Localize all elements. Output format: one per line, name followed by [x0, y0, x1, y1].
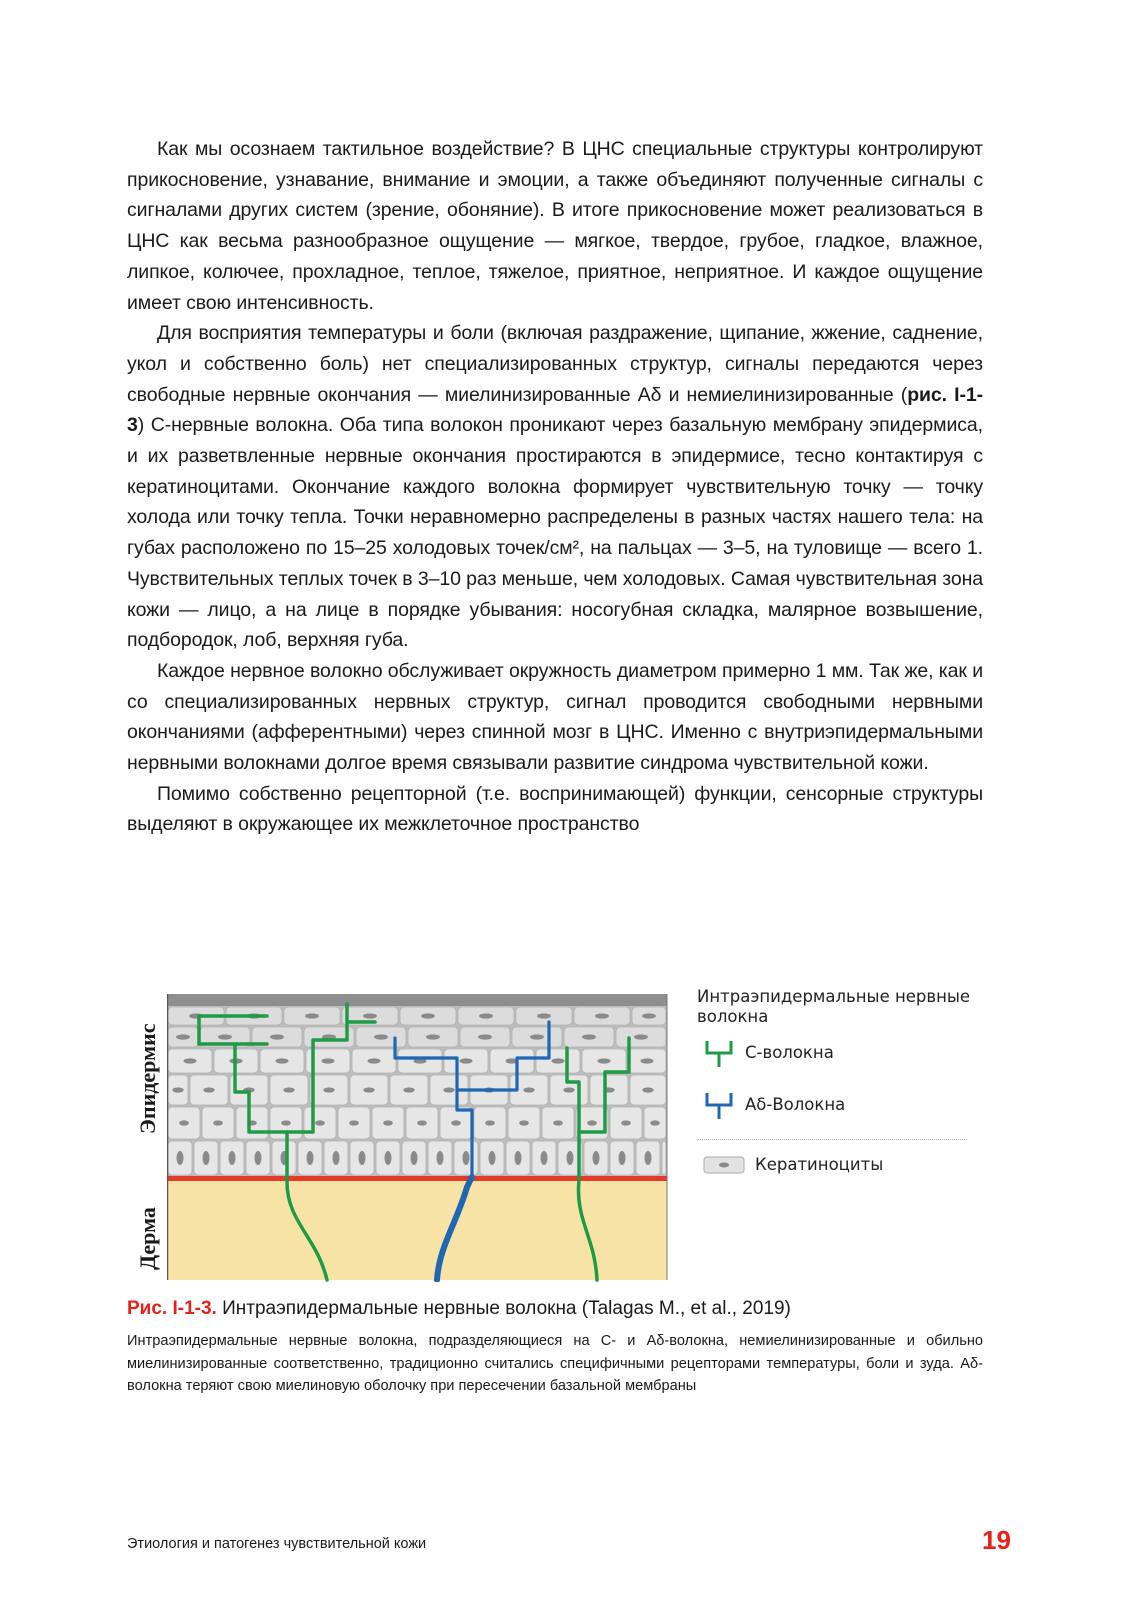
cell-nucleus — [519, 1120, 529, 1125]
cell-nucleus — [229, 1151, 236, 1165]
cell-nucleus — [359, 1151, 366, 1165]
paragraph-1: Как мы осознаем тактильное воздействие? В ЦНС специальные структуры контролируют прикосновение, узнавание, внимание и эмоции, а также объединяют полученные сигналы с сигналами других систем (зрение, обоняние). В итоге прикосновение может реализоваться в ЦНС как весьма разнообразное ощущение — мягкое, твердое, грубое, гладкое, влажное, липкое, колючее, прохладное, теплое, тяжелое, приятное, неприятное. И каждое ощущение имеет свою интенсивность. — [127, 138, 983, 314]
cell-nucleus — [515, 1151, 522, 1165]
figure-id: Рис. I-1-3. — [127, 1298, 217, 1319]
cell-nucleus — [541, 1151, 548, 1165]
cell-nucleus — [283, 1087, 294, 1092]
cell-nucleus — [650, 1120, 660, 1125]
cell-nucleus — [530, 1034, 544, 1039]
cell-nucleus — [403, 1087, 414, 1092]
cell-nucleus — [587, 1120, 597, 1125]
cell-nucleus — [426, 1034, 440, 1039]
paragraph-3: Каждое нервное волокно обслуживает окружность диаметром примерно 1 мм. Так же, как и со специализированных нервных структур, сигнал проводится свободными нервными окончаниями (афферентными) через спинной мозг в ЦНС. Именно с внутриэпидермальными нервными волокнами долгое время связывали развитие синдрома чувствительной кожи. — [127, 659, 983, 775]
paragraph-4: Помимо собственно рецепторной (т.е. воспринимающей) функции, сенсорные структуры выделяют в окружающее их межклеточное пространство — [127, 782, 983, 836]
cell-nucleus — [177, 1151, 184, 1165]
keratinocyte — [662, 1141, 666, 1175]
cell-nucleus — [537, 1013, 551, 1018]
page-number: 19 — [982, 1525, 1011, 1555]
cell-nucleus — [270, 1034, 284, 1039]
cell-nucleus — [203, 1087, 214, 1092]
cell-nucleus — [523, 1087, 534, 1092]
cell-nucleus — [349, 1120, 359, 1125]
paragraph-2 — [127, 318, 983, 656]
dermis-layer — [167, 1180, 667, 1280]
legend-title: Интраэпидермальные нервные волокна — [697, 987, 971, 1026]
legend-c-fibers-label: С-волокна — [745, 1043, 834, 1062]
cell-nucleus — [176, 1034, 190, 1039]
cell-nucleus — [553, 1120, 563, 1125]
cell-nucleus — [634, 1034, 648, 1039]
cell-nucleus — [582, 1034, 596, 1039]
cell-nucleus — [619, 1151, 626, 1165]
cell-nucleus — [463, 1151, 470, 1165]
cell-nucleus — [179, 1120, 189, 1125]
figure-caption-text: Интраэпидермальные нервные волокна (Talagas M., et al., 2019) — [216, 1298, 791, 1319]
cell-nucleus — [305, 1013, 319, 1018]
cell-nucleus — [479, 1013, 493, 1018]
dermis-label: Дерма — [135, 1207, 160, 1270]
cell-nucleus — [478, 1034, 492, 1039]
figure-caption-body: Интраэпидермальные нервные волокна, подразделяющиеся на С- и Aδ-волокна, немиелинизированные и обильно миелинизированные соответственно, традиционно считались специфичными рецепторами температуры, боли и зуда. Aδ-волокна теряют свою миелиновую оболочку при пересечении базальной мембраны — [127, 1333, 983, 1394]
cell-nucleus — [597, 1058, 610, 1063]
cell-nucleus — [213, 1120, 223, 1125]
cell-nucleus — [421, 1013, 435, 1018]
cell-nucleus — [642, 1013, 656, 1018]
cell-nucleus — [485, 1120, 495, 1125]
paragraph-2-part-a: Для восприятия температуры и боли (включая раздражение, щипание, жжение, саднение, укол и собственно боль) нет специализированных структур, сигналы передаются через свободные нервные окончания — миелинизированные Aδ и немиелинизированные ( — [127, 322, 983, 406]
cell-nucleus — [595, 1013, 609, 1018]
legend-ad-fibers — [703, 1087, 845, 1123]
legend-ad-fibers-label: Aδ-Волокна — [745, 1095, 846, 1114]
cell-nucleus — [367, 1058, 380, 1063]
body-text — [127, 134, 983, 840]
cell-nucleus — [443, 1087, 454, 1092]
cell-nucleus — [374, 1034, 388, 1039]
cell-nucleus — [567, 1151, 574, 1165]
legend-keratinocytes — [703, 1147, 883, 1183]
cell-nucleus — [451, 1120, 461, 1125]
paragraph-2-part-b: ) С-нервные волокна. Оба типа волокон проникают через базальную мембрану эпидермиса, и их разветвленные нервные окончания простираются в эпидермисе, тесно контактируя с кератиноцитами. Окончание каждого волокна формирует чувствительную точку — точку холода или точку тепла. Точки неравномерно распределены в разных частях нашего тела: на губах расположено по 15–25 холодовых точек/см², на пальцах — 3–5, на туловище — всего 1. Чувствительных теплых точек в 3–10 раз меньше, чем холодовых. Самая чувствительная зона кожи — лицо, а на лице в порядке убывания: носогубная складка, малярное возвышение, подбородок, лоб, верхняя губа. — [127, 414, 983, 652]
cell-nucleus — [489, 1151, 496, 1165]
cell-nucleus — [363, 1087, 374, 1092]
legend-divider — [697, 1139, 967, 1140]
cell-nucleus — [411, 1151, 418, 1165]
cell-nucleus — [321, 1058, 334, 1063]
c-fiber-icon — [703, 1037, 735, 1069]
epidermis-label: Эпидермис — [135, 1023, 160, 1134]
cell-nucleus — [645, 1151, 652, 1165]
cell-nucleus — [203, 1151, 210, 1165]
figure-skin-nerve-fibers — [127, 982, 987, 1292]
legend-c-fibers — [703, 1035, 834, 1071]
cell-nucleus — [593, 1151, 600, 1165]
cell-nucleus — [385, 1151, 392, 1165]
cell-nucleus — [642, 1087, 653, 1092]
cell-nucleus — [437, 1151, 444, 1165]
keratinocyte-icon — [703, 1155, 745, 1175]
cell-nucleus — [621, 1120, 631, 1125]
skin-diagram — [167, 982, 687, 1282]
cell-nucleus — [383, 1120, 393, 1125]
cell-nucleus — [183, 1058, 196, 1063]
legend-keratinocytes-label: Кератиноциты — [755, 1155, 884, 1174]
cell-nucleus — [417, 1120, 427, 1125]
stratum-corneum — [167, 994, 667, 1006]
cell-nucleus — [315, 1120, 325, 1125]
cell-nucleus — [281, 1120, 291, 1125]
cell-nucleus — [551, 1058, 564, 1063]
cell-nucleus — [640, 1058, 653, 1063]
cell-nucleus — [563, 1087, 574, 1092]
legend — [697, 987, 987, 1174]
cell-nucleus — [459, 1058, 472, 1063]
cell-nucleus — [255, 1151, 262, 1165]
ad-fiber-icon — [703, 1089, 735, 1121]
basement-membrane — [167, 1176, 667, 1181]
cell-nucleus — [363, 1013, 377, 1018]
cell-nucleus — [218, 1034, 232, 1039]
running-footer: Этиология и патогенез чувствительной кожи — [127, 1536, 427, 1552]
cell-nucleus — [172, 1087, 183, 1092]
figure-caption-title — [127, 1297, 987, 1321]
cell-nucleus — [275, 1058, 288, 1063]
cell-nucleus — [307, 1151, 314, 1165]
figure-reference[interactable]: рис. I-1-3 — [127, 383, 983, 437]
cell-nucleus — [333, 1151, 340, 1165]
cell-nucleus — [323, 1087, 334, 1092]
